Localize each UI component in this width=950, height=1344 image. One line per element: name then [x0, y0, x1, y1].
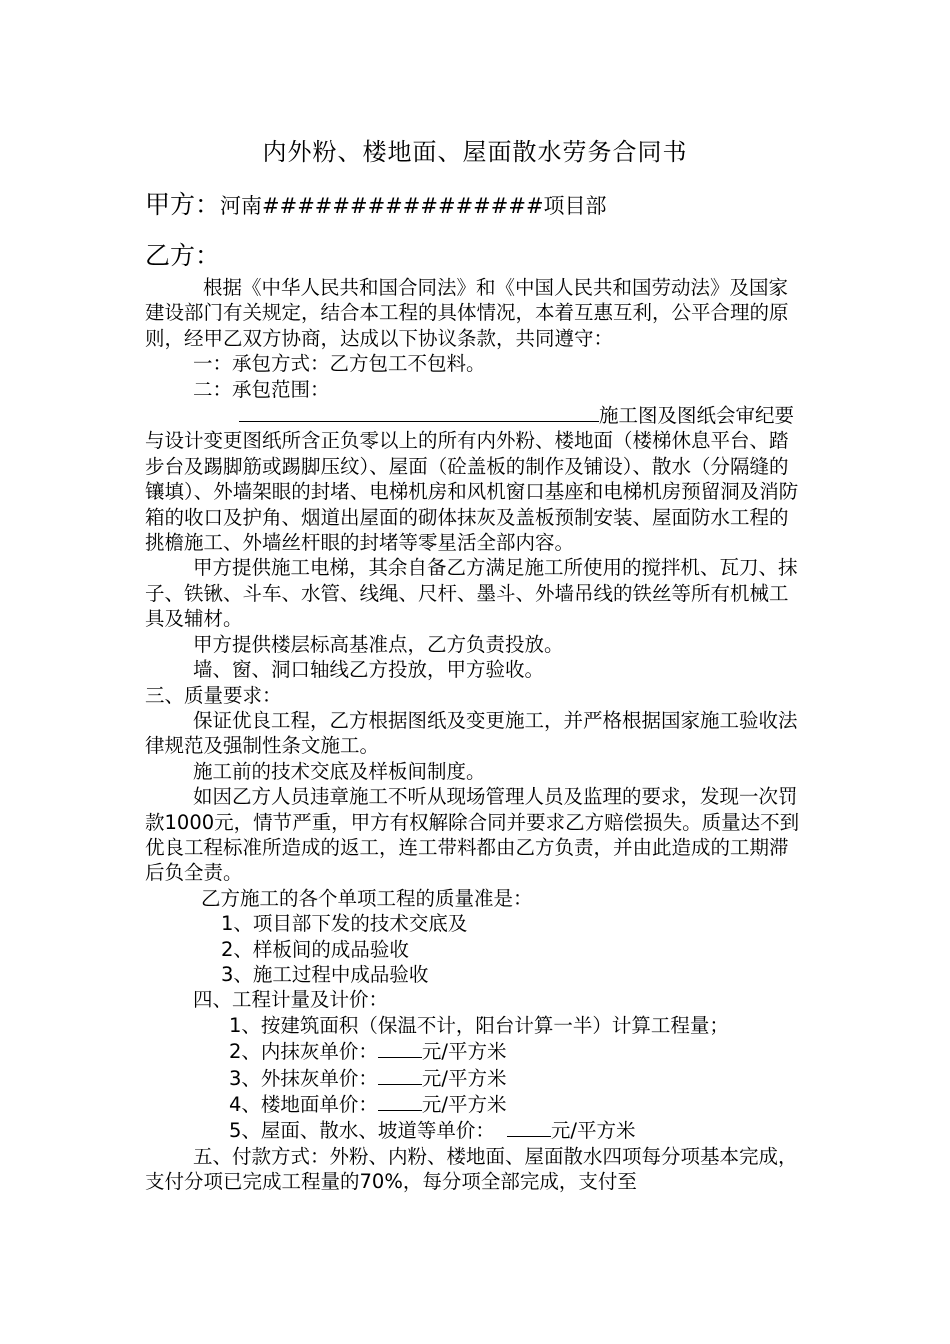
scope-blank — [239, 402, 599, 422]
price-blank — [507, 1117, 551, 1137]
measure-3-label: 3、外抹灰单价： — [229, 1066, 378, 1090]
party-a-label: 甲方： — [145, 190, 221, 219]
scope-text: 施工图及图纸会审纪要与设计变更图纸所含正负零以上的所有内外粉、楼地面（楼梯休息平台、踏步台及踢脚筋或踢脚压纹）、屋面（砼盖板的制作及铺设）、散水（分隔缝的镶填）、外墙架眼的封堵、电梯机房和风机窗口基座和电梯机房预留洞及消防箱的收口及护角、烟道出屋面的砌体抹灰及盖板预制安装、屋面防水工程的挑檐施工、外墙丝杆眼的封堵等零星活全部内容。 — [145, 404, 799, 555]
party-b-label: 乙方： — [145, 241, 221, 270]
section-4: 四、工程计量及计价： — [193, 988, 389, 1012]
price-blank — [378, 1091, 422, 1111]
unit-label: 元/平方米 — [421, 1040, 507, 1064]
elevator-paragraph: 甲方提供施工电梯，其余自备乙方满足施工所使用的搅拌机、瓦刀、抹子、铁锹、斗车、水管、线绳、尺杆、墨斗、外墙吊线的铁丝等所有机械工具及辅材。 — [145, 556, 798, 631]
section-2: 二：承包范围： — [193, 377, 330, 401]
quality-list-item: 3、施工过程中成品验收 — [221, 962, 429, 986]
unit-label: 元/平方米 — [421, 1093, 507, 1116]
quality-list-item: 1、项目部下发的技术交底及 — [221, 912, 468, 936]
scope-paragraph — [145, 402, 805, 555]
section-3: 三、质量要求： — [145, 683, 282, 707]
measure-2-label: 2、内抹灰单价： — [229, 1040, 378, 1064]
section-1: 一：承包方式：乙方包工不包料。 — [193, 352, 486, 376]
measure-4 — [145, 1091, 805, 1117]
axis-paragraph: 墙、窗、洞口轴线乙方投放，甲方验收。 — [193, 658, 545, 682]
party-b — [145, 236, 220, 272]
benchmark-paragraph: 甲方提供楼层标高基准点，乙方负责投放。 — [193, 632, 564, 656]
intro-paragraph: 根据《中华人民共和国合同法》和《中国人民共和国劳动法》及国家建设部门有关规定，结合本工程的具体情况，本着互惠互利，公平合理的原则，经甲乙双方协商，达成以下协议条款，共同遵守： — [145, 276, 789, 350]
document-title: 内外粉、楼地面、屋面散水劳务合同书 — [262, 138, 688, 166]
quality-4: 乙方施工的各个单项工程的质量准是： — [201, 886, 533, 910]
quality-1: 保证优良工程，乙方根据图纸及变更施工，并严格根据国家施工验收法律规范及强制性条文施工。 — [145, 708, 798, 758]
measure-3 — [145, 1065, 805, 1091]
contract-body — [145, 275, 805, 1195]
measure-2 — [145, 1038, 805, 1064]
quality-list-item: 2、样板间的成品验收 — [221, 937, 409, 961]
party-a-value: 河南################项目部 — [220, 194, 607, 218]
price-blank — [378, 1065, 422, 1085]
measure-5 — [145, 1117, 805, 1143]
unit-label: 元/平方米 — [550, 1119, 636, 1143]
quality-3: 如因乙方人员违章施工不听从现场管理人员及监理的要求，发现一次罚款1000元，情节严重，甲方有权解除合同并要求乙方赔偿损失。质量达不到优良工程标准所造成的返工，连工带料都由乙方负责，并由此造成的工期滞后负全责。 — [145, 785, 800, 885]
unit-label: 元/平方米 — [421, 1066, 507, 1090]
price-blank — [378, 1038, 422, 1058]
measure-4-label: 4、楼地面单价： — [229, 1093, 378, 1116]
measure-5-label: 5、屋面、散水、坡道等单价： — [229, 1119, 495, 1143]
section-5: 五、付款方式：外粉、内粉、楼地面、屋面散水四项每分项基本完成，支付分项已完成工程量的70%，每分项全部完成，支付至 — [145, 1144, 798, 1194]
measure-1: 1、按建筑面积（保温不计，阳台计算一半）计算工程量； — [229, 1013, 729, 1037]
party-a — [145, 185, 607, 221]
quality-2: 施工前的技术交底及样板间制度。 — [193, 759, 486, 783]
